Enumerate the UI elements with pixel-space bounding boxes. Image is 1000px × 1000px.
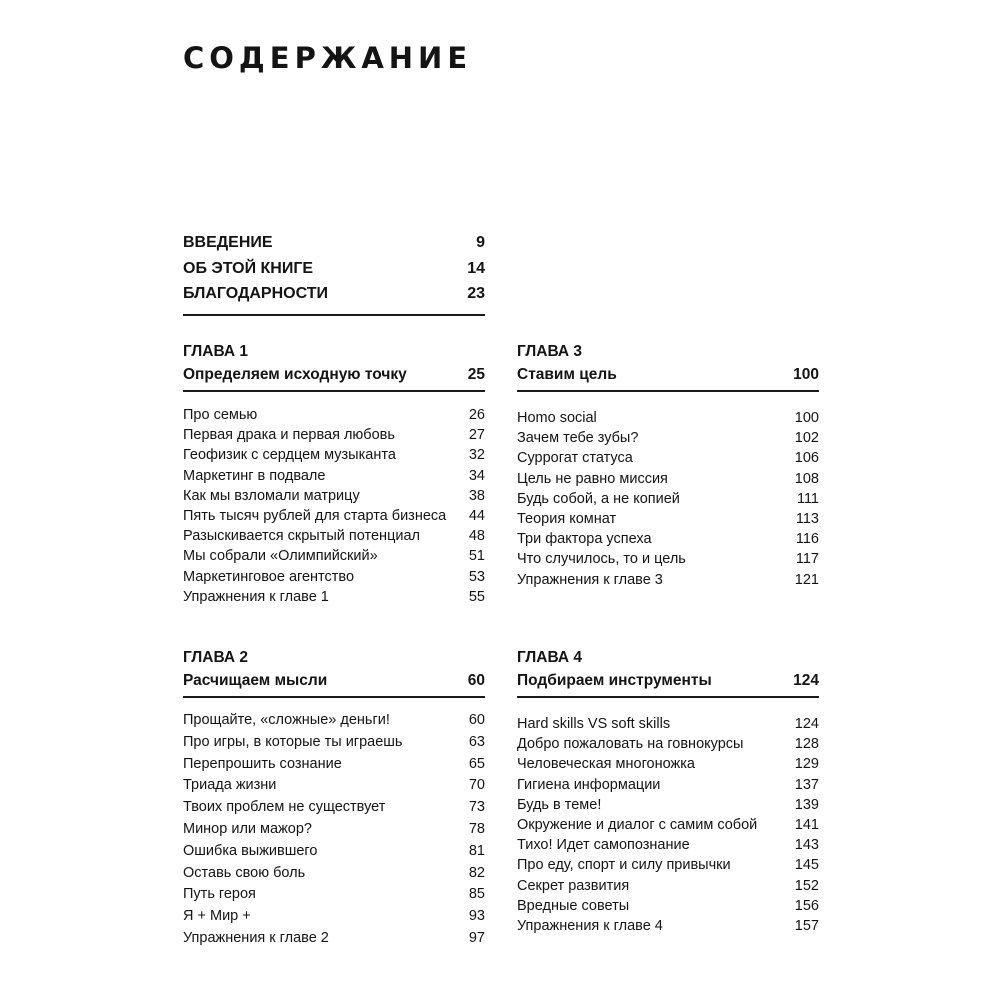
entry-title: Про игры, в которые ты играешь (183, 733, 403, 750)
entry-title: Триада жизни (183, 777, 277, 794)
entry-page: 27 (468, 427, 485, 444)
entry-page: 48 (468, 528, 485, 545)
toc-entry-acknowledgements[interactable] (183, 281, 485, 307)
toc-entry[interactable] (183, 775, 485, 797)
entry-title: Минор или мажор? (183, 820, 312, 837)
entry-title: Секрет развития (517, 877, 630, 894)
entry-page: 38 (468, 487, 485, 504)
entry-title: Упражнения к главе 1 (183, 588, 329, 605)
toc-entry[interactable] (183, 928, 485, 950)
toc-entry[interactable] (183, 405, 485, 425)
entry-title: Гигиена информации (517, 776, 661, 793)
entry-page: 51 (468, 548, 485, 565)
toc-entry[interactable] (517, 529, 819, 549)
entry-page: 9 (476, 234, 485, 251)
toc-entry[interactable] (183, 506, 485, 526)
chapter-title-row[interactable] (183, 363, 485, 392)
chapter-label: ГЛАВА 4 (517, 649, 583, 666)
entry-title: Три фактора успеха (517, 531, 652, 548)
entry-page: 63 (468, 733, 485, 750)
entry-page: 85 (468, 886, 485, 903)
entry-page: 14 (467, 259, 485, 277)
section-divider (183, 314, 485, 316)
entry-page: 65 (468, 755, 485, 772)
entry-title: Как мы взломали матрицу (183, 487, 360, 504)
chapter-title: Определяем исходную точку (183, 366, 407, 383)
entry-page: 121 (794, 571, 819, 588)
toc-entry[interactable] (517, 815, 819, 835)
entry-title: Про семью (183, 407, 258, 423)
chapter-label: ГЛАВА 2 (183, 649, 249, 666)
entry-page: 102 (794, 430, 819, 447)
entry-title: Окружение и диалог с самим собой (517, 816, 758, 833)
toc-entry[interactable] (183, 841, 485, 863)
toc-entry-about-book[interactable] (183, 256, 485, 282)
chapter-page: 124 (793, 672, 819, 689)
chapter-entries (183, 710, 485, 950)
toc-entry[interactable] (517, 734, 819, 754)
entry-title: Суррогат статуса (517, 450, 633, 467)
entry-title: ОБ ЭТОЙ КНИГЕ (183, 259, 314, 277)
entry-title: Цель не равно миссия (517, 470, 668, 487)
chapter-title-row[interactable] (517, 669, 819, 698)
entry-title: Ошибка выжившего (183, 842, 318, 859)
page-title: СОДЕРЖАНИЕ (183, 41, 473, 75)
toc-entry[interactable] (183, 425, 485, 445)
toc-entry[interactable] (183, 546, 485, 566)
toc-entry[interactable] (183, 445, 485, 465)
toc-entry[interactable] (183, 486, 485, 506)
entry-title: Тихо! Идет самопознание (517, 837, 690, 854)
toc-entry[interactable] (183, 863, 485, 885)
entry-page: 32 (468, 447, 485, 464)
toc-entry[interactable] (183, 567, 485, 587)
toc-entry[interactable] (183, 466, 485, 486)
toc-entry[interactable] (183, 732, 485, 754)
toc-entry[interactable] (517, 835, 819, 855)
entry-title: Твоих проблем не существует (183, 799, 386, 816)
entry-page: 113 (795, 510, 819, 527)
front-matter-list (183, 230, 485, 307)
toc-entry[interactable] (183, 906, 485, 928)
toc-entry[interactable] (183, 819, 485, 841)
chapter-page: 100 (793, 366, 819, 383)
entry-page: 143 (794, 837, 819, 854)
entry-page: 70 (468, 777, 485, 794)
chapter-label: ГЛАВА 1 (183, 343, 249, 360)
entry-title: Теория комнат (517, 510, 617, 527)
toc-entry[interactable] (183, 754, 485, 776)
entry-title: Будь в теме! (517, 796, 602, 813)
entry-page: 44 (468, 507, 485, 524)
entry-page: 100 (794, 410, 819, 426)
entry-page: 156 (794, 897, 819, 914)
entry-page: 137 (794, 776, 819, 793)
entry-title: Маркетинг в подвале (183, 467, 326, 484)
entry-page: 141 (794, 816, 819, 833)
entry-page: 93 (468, 908, 485, 925)
chapter-title: Расчищаем мысли (183, 672, 328, 689)
chapter-page: 60 (467, 672, 485, 689)
toc-entry[interactable] (517, 408, 819, 428)
entry-page: 81 (468, 842, 485, 859)
entry-title: Путь героя (183, 886, 256, 903)
chapter-label: ГЛАВА 3 (517, 343, 583, 360)
toc-entry[interactable] (517, 448, 819, 468)
entry-title: Homo social (517, 410, 597, 426)
toc-entry[interactable] (517, 714, 819, 734)
entry-title: Зачем тебе зубы? (517, 430, 639, 447)
chapter-4-section (517, 647, 819, 936)
entry-title: Пять тысяч рублей для старта бизнеса (183, 507, 447, 524)
entry-title: Геофизик с сердцем музыканта (183, 447, 396, 464)
entry-title: ВВЕДЕНИЕ (183, 234, 273, 251)
chapter-entries (517, 714, 819, 936)
entry-page: 124 (794, 716, 819, 732)
entry-page: 53 (468, 568, 485, 585)
entry-title: Перепрошить сознание (183, 755, 342, 772)
entry-page: 82 (468, 864, 485, 881)
entry-page: 116 (795, 531, 819, 548)
entry-page: 23 (467, 285, 485, 302)
entry-page: 55 (468, 588, 485, 605)
entry-page: 139 (794, 796, 819, 813)
toc-entry[interactable] (517, 489, 819, 509)
entry-title: Упражнения к главе 4 (517, 917, 663, 934)
entry-page: 117 (795, 551, 819, 568)
entry-page: 97 (468, 929, 485, 946)
toc-entry[interactable] (183, 526, 485, 546)
entry-title: Hard skills VS soft skills (517, 716, 671, 732)
entry-page: 152 (794, 877, 819, 894)
entry-title: Маркетинговое агентство (183, 568, 355, 585)
toc-entry[interactable] (517, 896, 819, 916)
toc-entry[interactable] (517, 570, 819, 590)
entry-title: Разыскивается скрытый потенциал (183, 528, 420, 545)
entry-page: 111 (796, 490, 819, 507)
toc-entry-introduction[interactable] (183, 230, 485, 256)
chapter-page: 25 (467, 366, 485, 383)
chapter-3-section (517, 341, 819, 590)
chapter-title-row[interactable] (183, 669, 485, 698)
entry-title: Добро пожаловать на говнокурсы (517, 736, 744, 753)
entry-page: 73 (468, 799, 485, 816)
entry-title: Человеческая многоножка (517, 756, 695, 773)
chapter-entries (183, 405, 485, 607)
toc-entry[interactable] (517, 775, 819, 795)
entry-title: БЛАГОДАРНОСТИ (183, 285, 329, 302)
entry-title: Упражнения к главе 2 (183, 929, 329, 946)
toc-entry[interactable] (183, 884, 485, 906)
entry-title: Я + Мир + (183, 908, 251, 925)
toc-entry[interactable] (517, 509, 819, 529)
entry-title: Про еду, спорт и силу привычки (517, 857, 731, 874)
entry-title: Будь собой, а не копией (517, 490, 680, 507)
toc-entry[interactable] (517, 428, 819, 448)
chapter-2-section (183, 647, 485, 950)
toc-entry[interactable] (183, 710, 485, 732)
entry-title: Первая драка и первая любовь (183, 427, 395, 444)
entry-page: 128 (794, 736, 819, 753)
entry-title: Мы собрали «Олимпийский» (183, 548, 378, 565)
toc-entry[interactable] (517, 754, 819, 774)
chapter-entries (517, 408, 819, 590)
entry-page: 26 (468, 407, 485, 423)
entry-title: Вредные советы (517, 897, 630, 914)
toc-entry[interactable] (517, 876, 819, 896)
entry-page: 157 (794, 917, 819, 934)
entry-page: 78 (468, 820, 485, 837)
toc-entry[interactable] (183, 587, 485, 607)
toc-entry[interactable] (517, 795, 819, 815)
entry-title: Что случилось, то и цель (517, 551, 686, 568)
chapter-title: Ставим цель (517, 366, 617, 383)
toc-entry[interactable] (517, 469, 819, 489)
entry-title: Упражнения к главе 3 (517, 571, 663, 588)
entry-page: 34 (468, 467, 485, 484)
entry-page: 108 (794, 470, 819, 487)
entry-title: Оставь свою боль (183, 864, 306, 881)
toc-entry[interactable] (183, 797, 485, 819)
chapter-1-section (183, 341, 485, 607)
entry-page: 106 (794, 450, 819, 467)
entry-page: 145 (794, 857, 819, 874)
entry-title: Прощайте, «сложные» деньги! (183, 712, 390, 728)
toc-entry[interactable] (517, 549, 819, 569)
toc-entry[interactable] (517, 855, 819, 875)
toc-entry[interactable] (517, 916, 819, 936)
chapter-title: Подбираем инструменты (517, 672, 712, 689)
entry-page: 129 (794, 756, 819, 773)
entry-page: 60 (468, 712, 485, 728)
chapter-title-row[interactable] (517, 363, 819, 392)
